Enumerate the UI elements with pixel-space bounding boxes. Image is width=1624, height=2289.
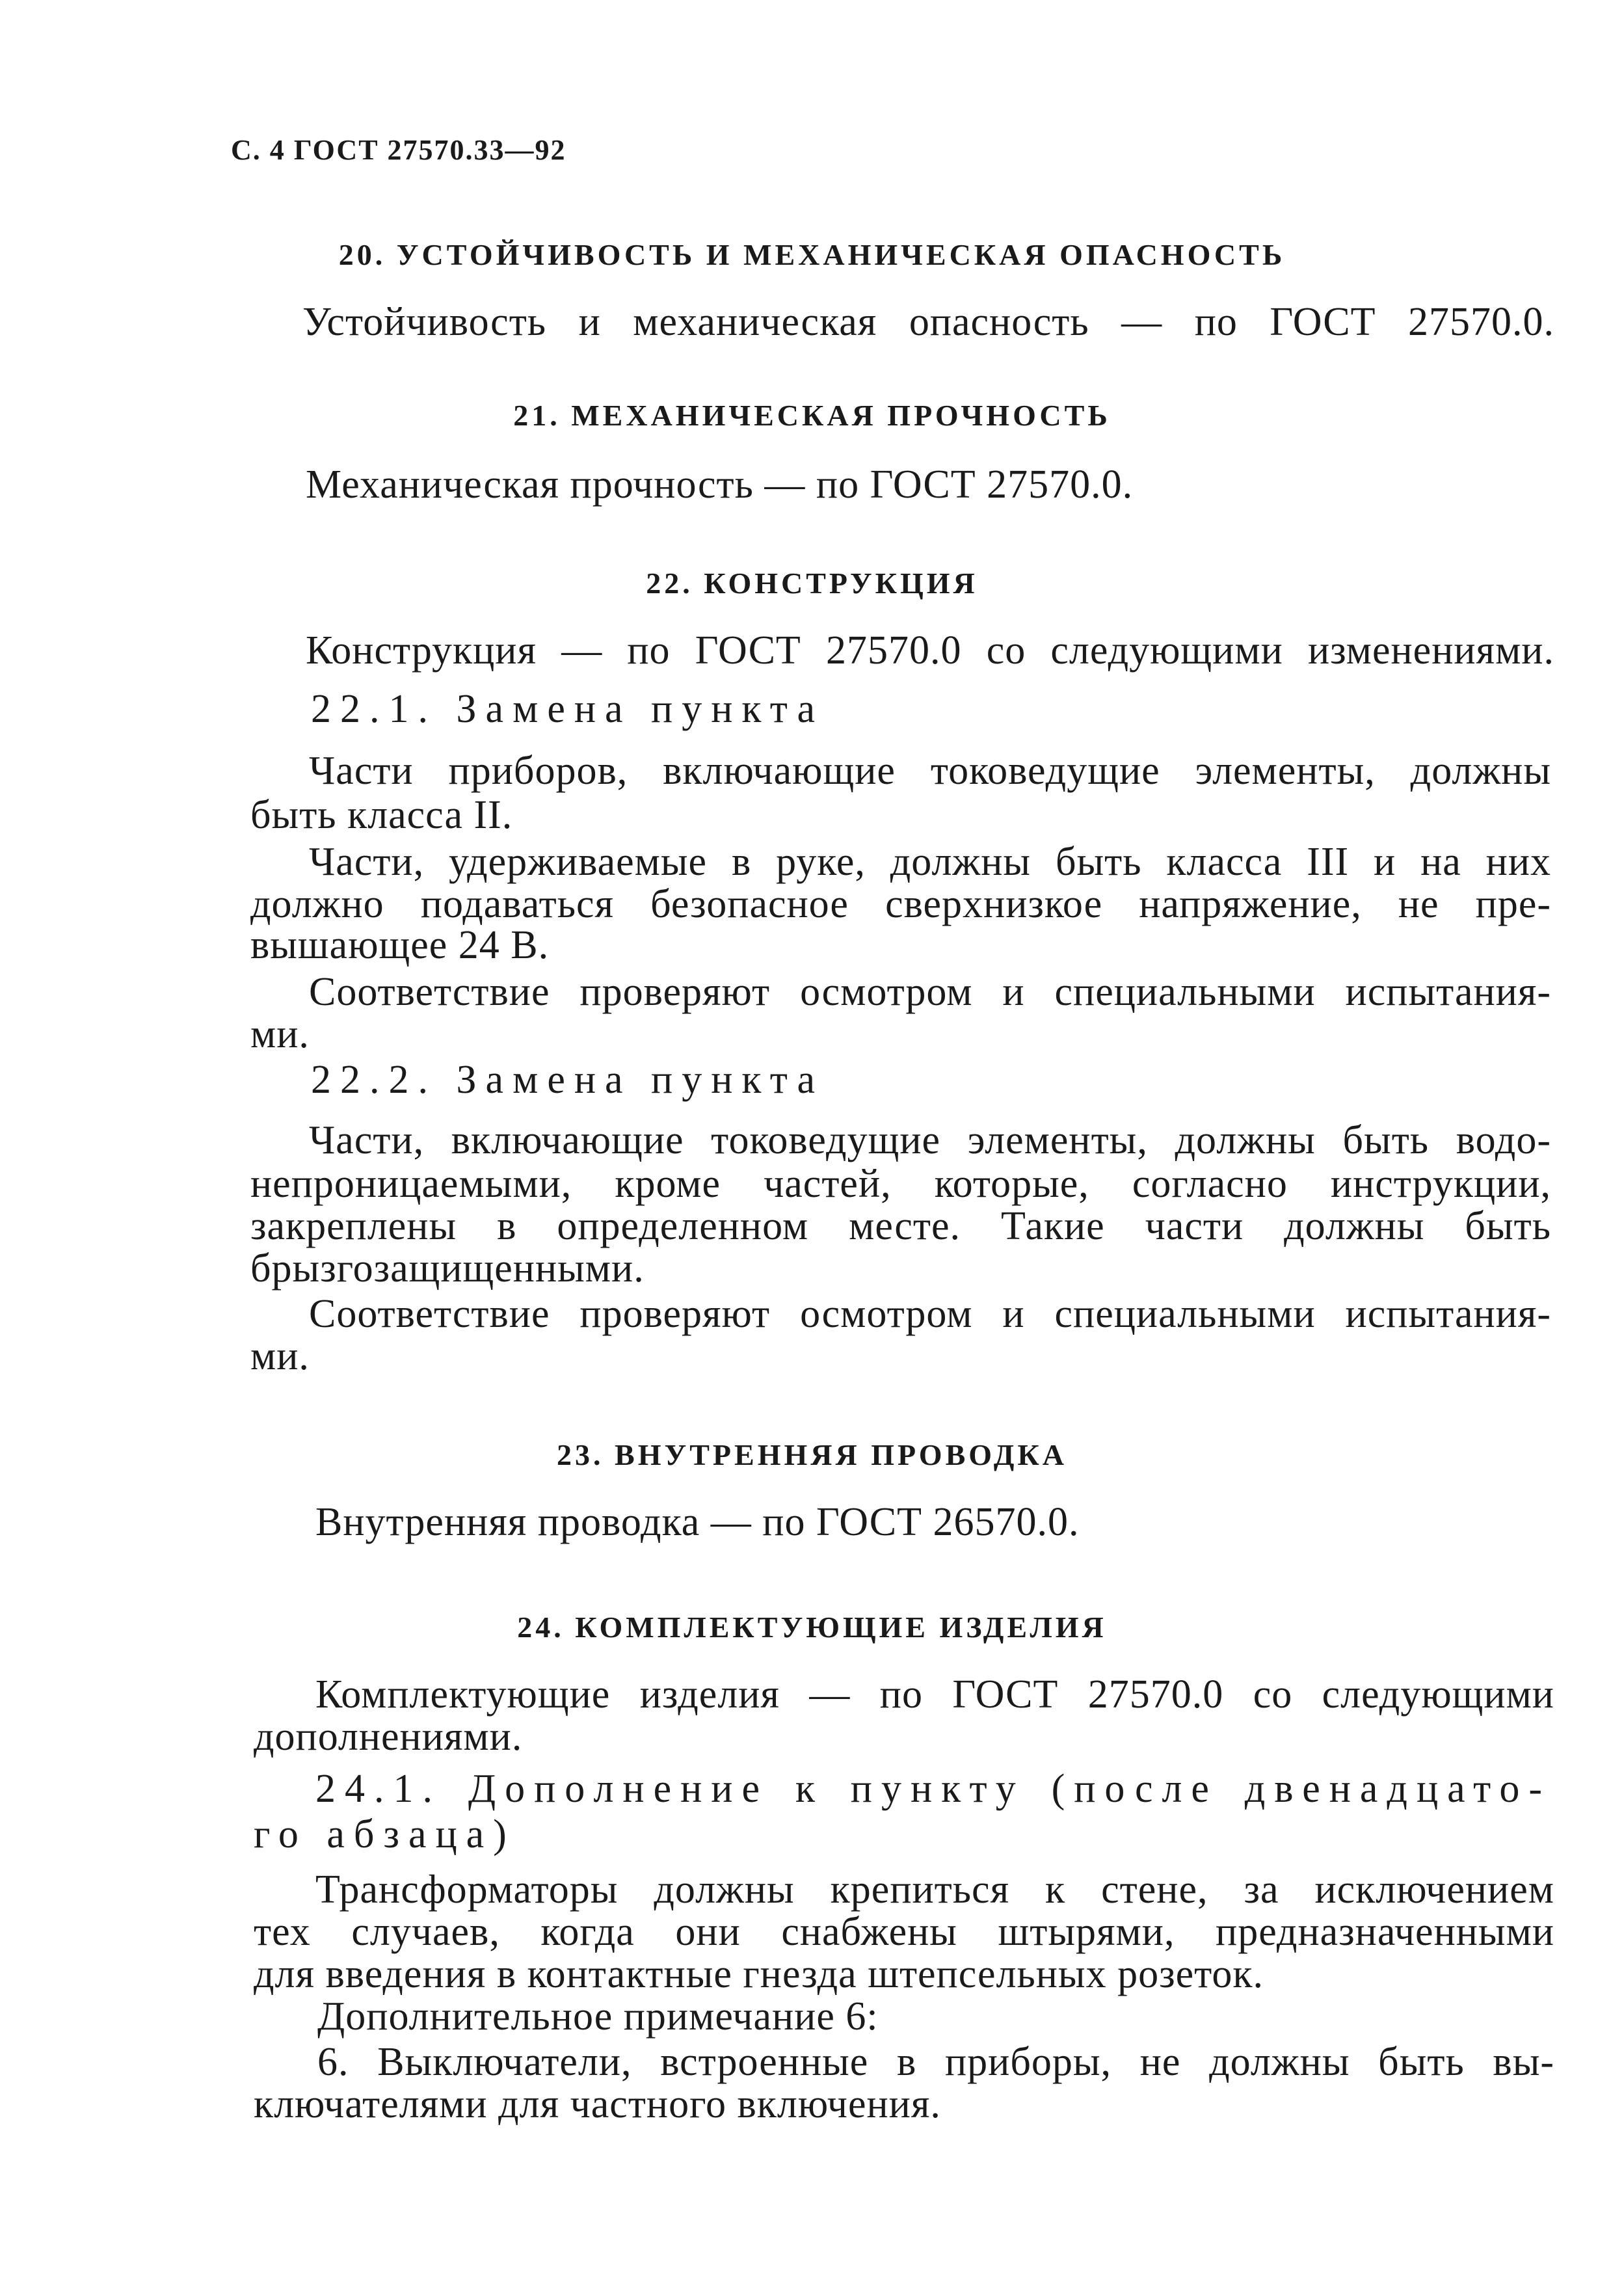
page-header: С. 4 ГОСТ 27570.33—92 <box>231 134 566 166</box>
clause-22-2-line-6: ми. <box>250 1334 310 1378</box>
clause-24-1-line-5: 6. Выключатели, встроенные в приборы, не должны быть вы- <box>317 2040 1554 2084</box>
clause-24-1-line-6: ключателями для частного включения. <box>254 2082 941 2126</box>
clause-24-1-line-1: Трансформаторы должны крепиться к стене, за исключением <box>315 1867 1554 1912</box>
clause-24-1-title-line-2: го абзаца) <box>254 1812 516 1856</box>
section-24-text-line-2: дополнениями. <box>254 1715 523 1759</box>
section-21-heading: 21. МЕХАНИЧЕСКАЯ ПРОЧНОСТЬ <box>513 399 1111 432</box>
clause-22-2-line-4: брызгозащищенными. <box>250 1246 645 1291</box>
clause-22-1-line-4: должно подаваться безопасное сверхнизкое напряжение, не пре- <box>250 882 1551 926</box>
clause-24-1-line-2: тех случаев, когда они снабжены штырями, предназначенными <box>254 1910 1554 1954</box>
clause-24-1-line-3: для введения в контактные гнезда штепсельных розеток. <box>254 1952 1264 1996</box>
clause-22-1-line-6: Соответствие проверяют осмотром и специальными испытания- <box>309 970 1551 1014</box>
section-20-text: Устойчивость и механическая опасность — по ГОСТ 27570.0. <box>302 300 1554 344</box>
clause-22-2-line-3: закреплены в определенном месте. Такие части должны быть <box>250 1204 1551 1248</box>
clause-22-1-line-2: быть класса II. <box>250 793 513 837</box>
clause-24-1-title-line-1: 24.1. Дополнение к пункту (после двенадцато- <box>315 1767 1551 1811</box>
section-22-text: Конструкция — по ГОСТ 27570.0 со следующими изменениями. <box>306 628 1554 673</box>
section-23-text: Внутренняя проводка — по ГОСТ 26570.0. <box>315 1500 1080 1544</box>
section-22-heading: 22. КОНСТРУКЦИЯ <box>646 567 978 600</box>
clause-22-1-line-1: Части приборов, включающие токоведущие элементы, должны <box>309 749 1551 793</box>
clause-22-1-line-7: ми. <box>250 1012 310 1056</box>
section-23-heading: 23. ВНУТРЕННЯЯ ПРОВОДКА <box>557 1438 1067 1471</box>
clause-22-1-line-5: вышающее 24 В. <box>250 923 550 967</box>
clause-22-1-line-3: Части, удерживаемые в руке, должны быть класса III и на них <box>309 840 1551 884</box>
section-24-text-line-1: Комплектующие изделия — по ГОСТ 27570.0 со следующими <box>315 1672 1554 1717</box>
clause-24-1-line-4: Дополнительное примечание 6: <box>317 1994 879 2039</box>
section-24-heading: 24. КОМПЛЕКТУЮЩИЕ ИЗДЕЛИЯ <box>517 1611 1107 1644</box>
clause-22-2-title: 22.2. Замена пункта <box>311 1058 825 1102</box>
clause-22-2-line-5: Соответствие проверяют осмотром и специальными испытания- <box>309 1292 1551 1336</box>
section-20-heading: 20. УСТОЙЧИВОСТЬ И МЕХАНИЧЕСКАЯ ОПАСНОСТЬ <box>338 238 1286 271</box>
clause-22-1-title: 22.1. Замена пункта <box>311 687 825 731</box>
clause-22-2-line-1: Части, включающие токоведущие элементы, должны быть водо- <box>309 1118 1551 1162</box>
section-21-text: Механическая прочность — по ГОСТ 27570.0. <box>306 462 1134 507</box>
clause-22-2-line-2: непроницаемыми, кроме частей, которые, согласно инструкции, <box>250 1162 1551 1206</box>
